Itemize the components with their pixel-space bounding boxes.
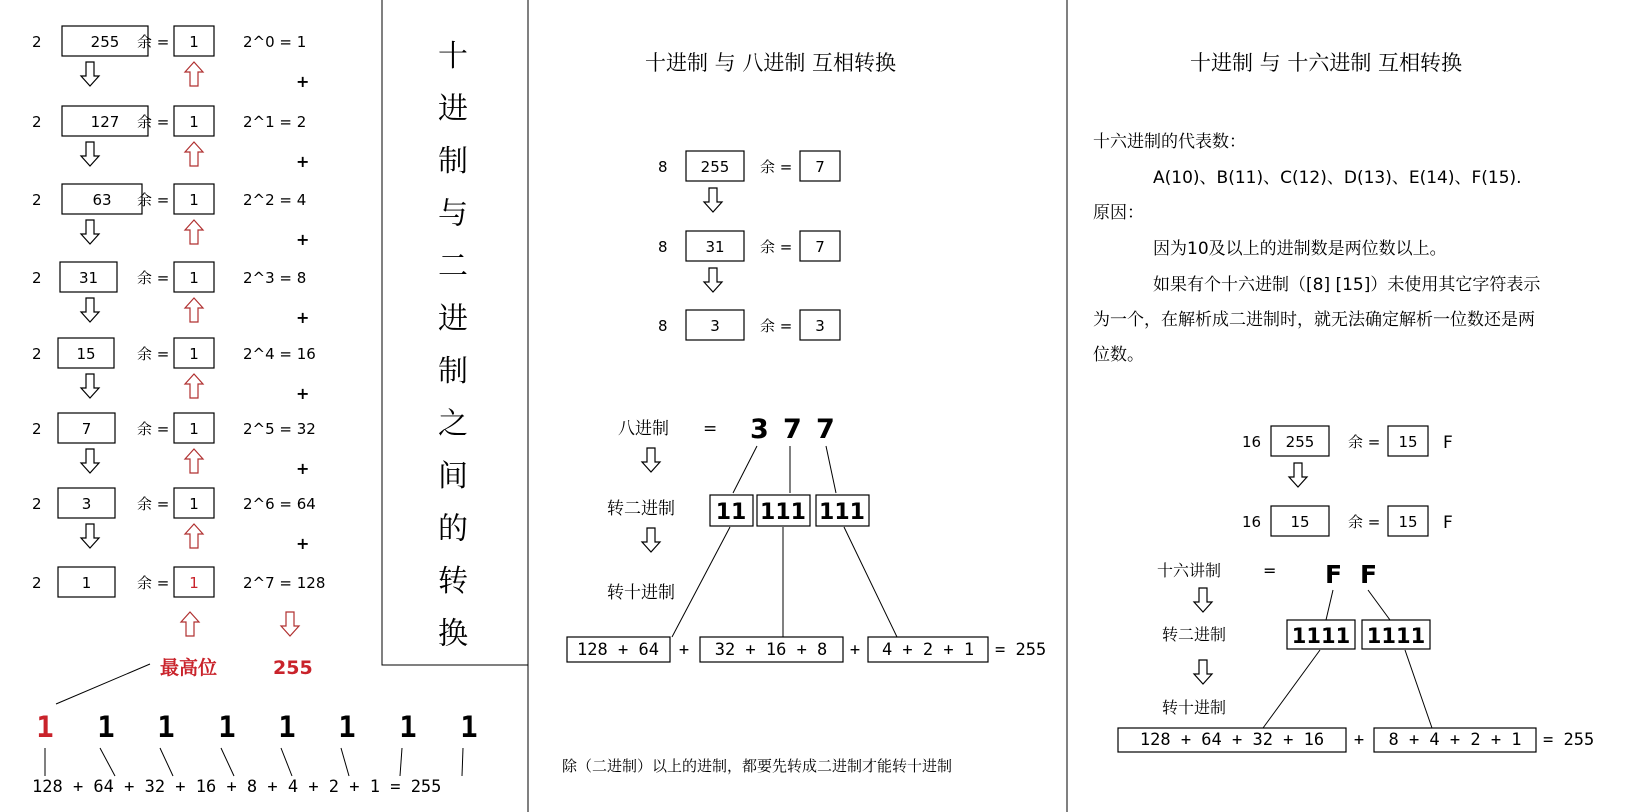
hex-to-binary-label: 转二进制 [1162,625,1227,644]
power-value: 2^5 = 32 [243,420,316,438]
remainder-value: 1 [189,495,199,513]
octal-label: 八进制 [618,419,669,439]
down-arrow-icon [81,298,99,322]
up-arrow-icon [185,374,203,398]
hex-sum-group-2: 8 + 4 + 2 + 1 [1388,730,1522,750]
title-character: 制 [438,354,468,389]
divisor-label: 8 [658,238,668,256]
plus-sign: + [296,230,310,249]
down-arrow-icon [81,449,99,473]
plus-sign: + [296,384,310,403]
connector-line [221,748,234,776]
quotient-value: 127 [90,113,120,131]
connector-line [672,527,730,637]
down-arrow-icon [81,524,99,548]
connector-line [826,446,836,493]
title-character: 换 [438,616,468,652]
connector-line [160,748,173,776]
binary-bit: 1 [157,710,175,744]
down-arrow-icon [1194,588,1212,612]
highest-bit-label: 最高位 [160,657,218,679]
down-arrow-icon [81,62,99,86]
power-value: 2^3 = 8 [243,269,307,287]
binary-group-3: 111 [819,500,865,525]
down-arrow-icon [642,528,660,552]
hex-binary-group-1: 1111 [1291,624,1351,648]
up-arrow-icon [185,524,203,548]
quotient-value: 7 [81,420,92,438]
connector-line [1326,590,1333,620]
up-arrow-icon [181,612,199,636]
octal-equals: = [703,419,718,439]
up-arrow-icon [185,449,203,473]
connector-line [400,748,402,776]
plus-sign: + [678,640,690,660]
binary-bit: 1 [278,710,296,744]
octal-digit-1: 3 [750,414,769,445]
quotient-value: 255 [90,33,120,51]
connector-line [341,748,349,776]
divisor-label: 2 [32,33,42,51]
quotient-value: 255 [1285,433,1315,451]
remainder-value: 3 [815,317,825,335]
hex-reason-heading: 原因： [1093,203,1144,223]
hex-reason-1: 因为10及以上的进制数是两位数以上。 [1153,239,1447,259]
remainder-value: 1 [189,420,199,438]
remainder-value: 1 [189,574,199,592]
hex-title: 十进制 与 十六进制 互相转换 [1190,51,1463,75]
divisor-label: 2 [32,191,42,209]
divisor-label: 2 [32,269,42,287]
binary-group-1: 11 [715,500,747,525]
power-value: 2^0 = 1 [243,33,307,51]
connector-line [844,527,897,637]
sum-255-label: 255 [273,657,313,679]
down-arrow-icon [81,142,99,166]
down-arrow-icon [281,612,299,636]
remainder-label: 余 = [137,345,170,363]
octal-note: 除（二进制）以上的进制，都要先转成二进制才能转十进制 [562,757,953,775]
remainder-label: 余 = [137,269,170,287]
octal-to-binary-label: 转二进制 [607,499,675,519]
hex-label: 十六讲制 [1157,561,1222,580]
remainder-label: 余 = [1348,433,1381,451]
remainder-value: 1 [189,33,199,51]
quotient-value: 63 [92,191,112,209]
octal-digit-3: 7 [816,414,835,445]
hex-reason-2-line2: 为一个，在解析成二进制时，就无法确定解析一位数还是两 [1093,310,1535,330]
binary-bit: 1 [218,710,236,744]
title-character: 二 [438,249,468,284]
hex-division-steps [1242,426,1453,536]
quotient-value: 31 [78,269,99,287]
quotient-value: 15 [1290,513,1310,531]
connector-line [733,446,757,493]
hex-intro-values: A(10)、B(11)、C(12)、D(13)、E(14)、F(15). [1153,168,1522,188]
hex-digit-1: F [1325,560,1343,589]
binary-sum-equation: 128 + 64 + 32 + 16 + 8 + 4 + 2 + 1 = 255 [32,777,442,797]
plus-sign: + [296,72,310,91]
plus-sign: + [296,308,310,327]
up-arrow-icon [185,62,203,86]
remainder-value: 15 [1398,513,1418,531]
title-character: 十 [438,39,468,74]
hex-intro-heading: 十六进制的代表数： [1093,132,1246,152]
divisor-label: 2 [32,420,42,438]
title-character: 的 [438,511,468,547]
remainder-label: 余 = [137,574,170,592]
quotient-value: 31 [705,238,725,256]
octal-digit-2: 7 [783,414,802,445]
plus-sign: + [296,152,310,171]
up-arrow-icon [185,298,203,322]
octal-sum-group-3: 4 + 2 + 1 [881,640,975,660]
down-arrow-icon [81,220,99,244]
hex-digit-side: F [1443,513,1453,533]
octal-sum-group-2: 32 + 16 + 8 [714,640,828,660]
power-value: 2^4 = 16 [243,345,316,363]
remainder-label: 余 = [760,317,793,335]
hex-equals: = [1263,561,1277,580]
up-arrow-icon [185,220,203,244]
plus-sign: + [1353,730,1365,750]
divisor-label: 8 [658,317,668,335]
remainder-label: 余 = [760,158,793,176]
binary-division-steps [32,26,325,597]
binary-bits-row [36,710,477,776]
title-character: 制 [438,144,468,179]
plus-sign: + [849,640,861,660]
divisor-label: 2 [32,345,42,363]
remainder-label: 余 = [137,113,170,131]
binary-bit: 1 [36,710,54,744]
connector-line [281,748,292,776]
hex-sum-group-1: 128 + 64 + 32 + 16 [1139,730,1325,750]
divisor-label: 16 [1242,513,1262,531]
plus-sign: + [296,459,310,478]
binary-group-2: 111 [760,500,806,525]
quotient-value: 3 [710,317,720,335]
remainder-value: 1 [189,191,199,209]
down-arrow-icon [704,268,722,292]
vertical-title [438,39,468,652]
divisor-label: 2 [32,574,42,592]
title-character: 进 [438,91,468,127]
power-value: 2^7 = 128 [243,574,326,592]
quotient-value: 3 [81,495,92,513]
pointer-line [56,664,150,704]
connector-line [1405,650,1432,728]
quotient-value: 15 [76,345,96,363]
binary-bit: 1 [460,710,478,744]
quotient-value: 1 [81,574,92,592]
remainder-label: 余 = [137,191,170,209]
title-character: 之 [438,406,468,442]
octal-to-decimal-label: 转十进制 [607,583,675,603]
octal-title: 十进制 与 八进制 互相转换 [645,51,897,75]
binary-bit: 1 [338,710,356,744]
connector-line [1368,590,1390,620]
hex-digit-2: F [1360,560,1378,589]
plus-sign: + [296,534,310,553]
down-arrow-icon [642,448,660,472]
down-arrow-icon [1289,463,1307,487]
divisor-label: 8 [658,158,668,176]
remainder-value: 1 [189,345,199,363]
power-value: 2^6 = 64 [243,495,316,513]
remainder-label: 余 = [137,495,170,513]
octal-result: = 255 [995,640,1047,660]
hex-reason-2-line3: 位数。 [1093,345,1144,365]
remainder-value: 7 [815,238,825,256]
remainder-label: 余 = [137,33,170,51]
remainder-value: 7 [815,158,825,176]
hex-reason-2-line1: 如果有个十六进制（[8] [15]）未使用其它字符表示 [1153,275,1541,295]
hex-digit-side: F [1443,433,1453,453]
title-character: 与 [438,196,468,232]
hex-to-decimal-label: 转十进制 [1162,698,1227,717]
remainder-value: 15 [1398,433,1418,451]
power-value: 2^2 = 4 [243,191,307,209]
hex-result: = 255 [1543,730,1595,750]
connector-line [1263,650,1320,728]
connector-line [462,748,463,776]
title-character: 间 [438,459,468,494]
remainder-value: 1 [189,269,199,287]
binary-bit: 1 [399,710,417,744]
octal-division-steps [658,151,840,340]
up-arrow-icon [185,142,203,166]
remainder-value: 1 [189,113,199,131]
divisor-label: 16 [1242,433,1262,451]
quotient-value: 255 [700,158,730,176]
octal-sum-group-1: 128 + 64 [577,640,659,660]
remainder-label: 余 = [137,420,170,438]
title-character: 转 [438,564,468,599]
divisor-label: 2 [32,495,42,513]
remainder-label: 余 = [760,238,793,256]
divisor-label: 2 [32,113,42,131]
binary-bit: 1 [97,710,115,744]
connector-line [100,748,115,776]
down-arrow-icon [81,374,99,398]
down-arrow-icon [704,188,722,212]
hex-binary-group-2: 1111 [1366,624,1426,648]
down-arrow-icon [1194,660,1212,684]
remainder-label: 余 = [1348,513,1381,531]
power-value: 2^1 = 2 [243,113,307,131]
title-character: 进 [438,301,468,337]
